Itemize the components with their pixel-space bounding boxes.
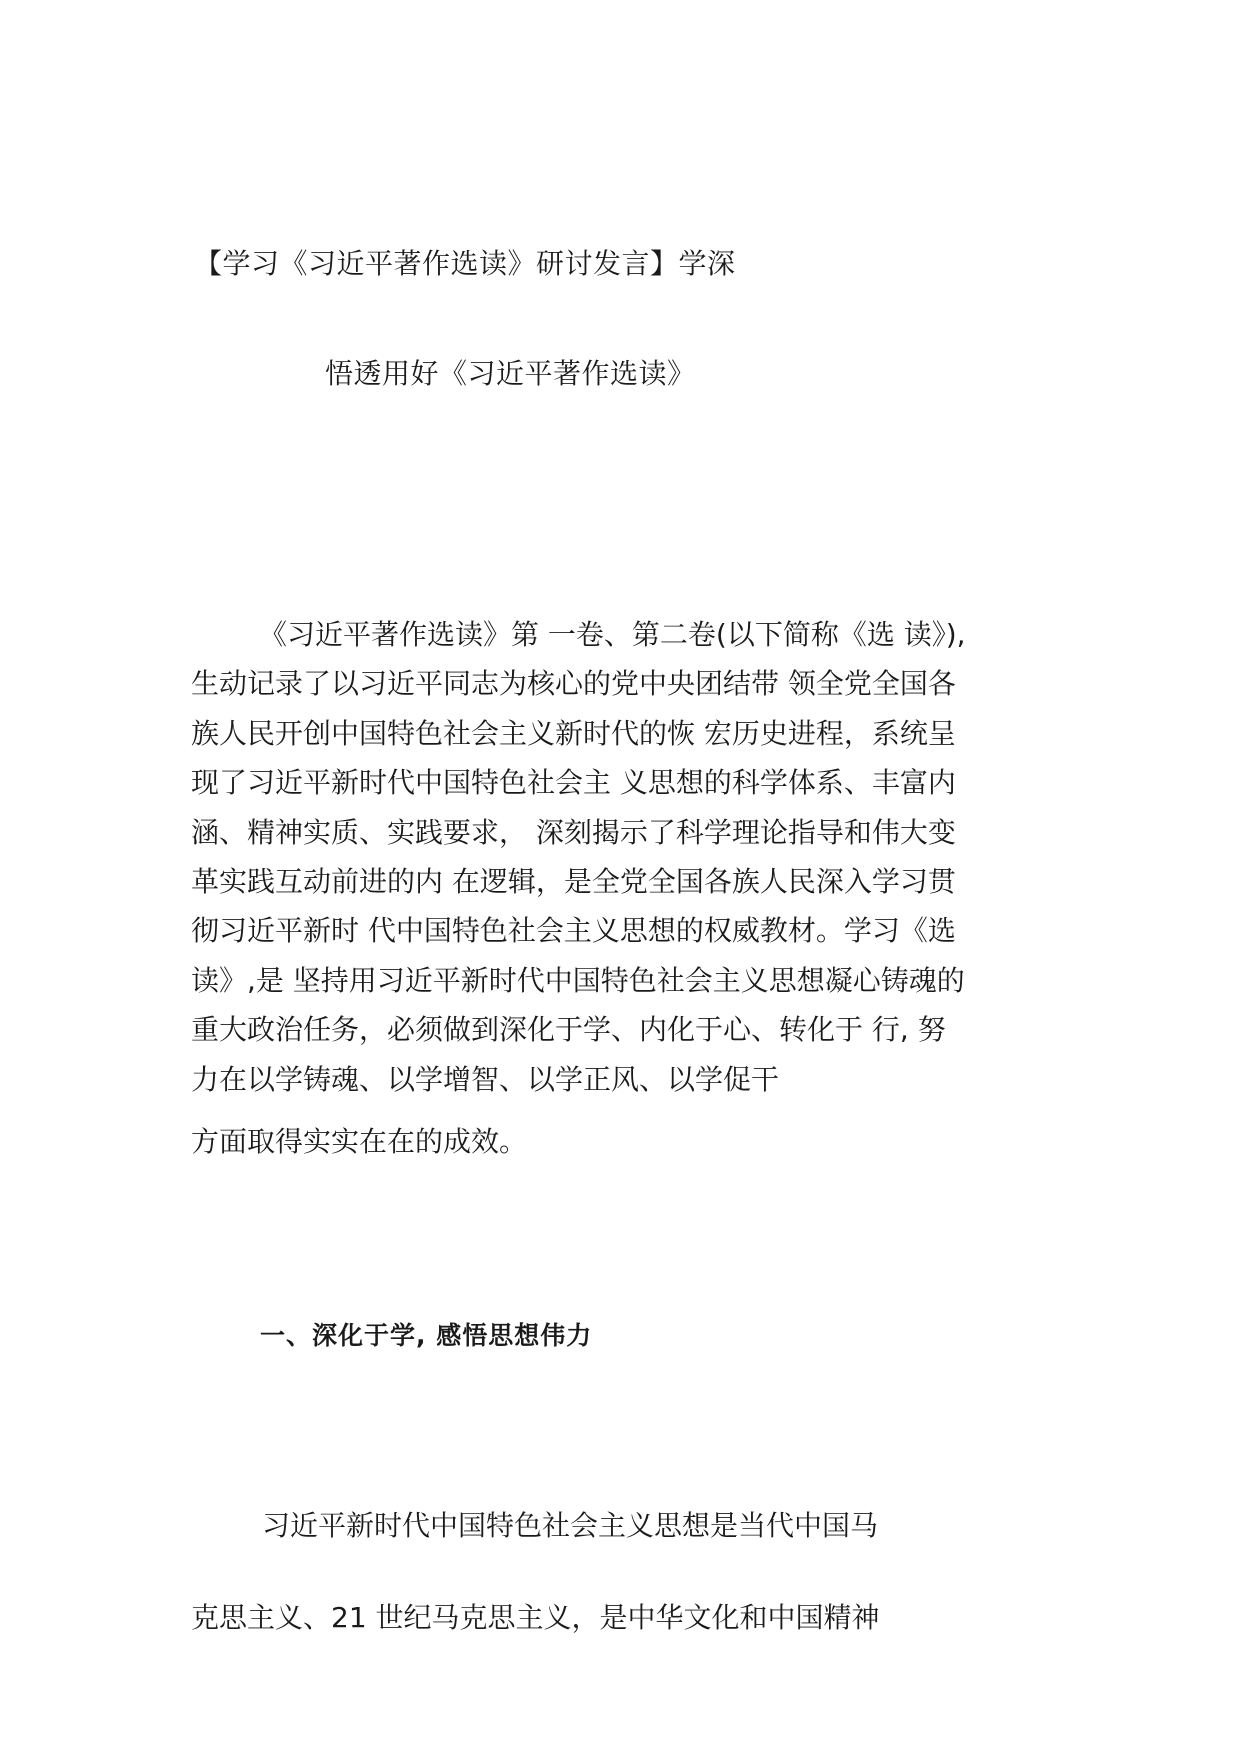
intro-paragraph-line: 彻习近平新时 代中国特色社会主义思想的权威教材。学习《选 xyxy=(191,914,956,948)
intro-paragraph xyxy=(191,610,1051,1104)
intro-paragraph-tail: 方面取得实实在在的成效。 xyxy=(191,1125,528,1158)
intro-paragraph-line: 涵、精神实质、实践要求， 深刻揭示了科学理论指导和伟大变 xyxy=(191,815,956,849)
intro-paragraph-line: 革实践互动前进的内 在逻辑，是全党全国各族人民深入学习贯 xyxy=(191,864,956,898)
intro-paragraph-line: 族人民开创中国特色社会主义新时代的恢 宏历史进程，系统呈 xyxy=(191,716,956,750)
intro-paragraph-line: 重大政治任务，必须做到深化于学、内化于心、转化于 行, 努 xyxy=(191,1013,946,1047)
intro-paragraph-line: 读》,是 坚持用习近平新时代中国特色社会主义思想凝心铸魂的 xyxy=(191,963,965,997)
intro-paragraph-line: 生动记录了以习近平同志为核心的党中央团结带 领全党全国各 xyxy=(191,667,956,701)
intro-paragraph-line: 《习近平著作选读》第 一卷、第二卷(以下简称《选 读》), xyxy=(259,618,966,651)
section-paragraph-line-1: 习近平新时代中国特色社会主义思想是当代中国马 xyxy=(262,1509,879,1542)
document-title-line-2: 悟透用好《习近平著作选读》 xyxy=(325,357,696,390)
intro-paragraph-line: 现了习近平新时代中国特色社会主 义思想的科学体系、丰富内 xyxy=(191,766,956,800)
document-title-line-1: 【学习《习近平著作选读》研讨发言】学深 xyxy=(194,247,736,280)
intro-paragraph-line: 力在以学铸魂、以学增智、以学正风、以学促干 xyxy=(191,1062,780,1096)
section-paragraph-line-2: 克思主义、21 世纪马克思主义，是中华文化和中国精神 xyxy=(191,1601,880,1634)
section-heading: 一、深化于学, 感悟思想伟力 xyxy=(260,1321,593,1350)
